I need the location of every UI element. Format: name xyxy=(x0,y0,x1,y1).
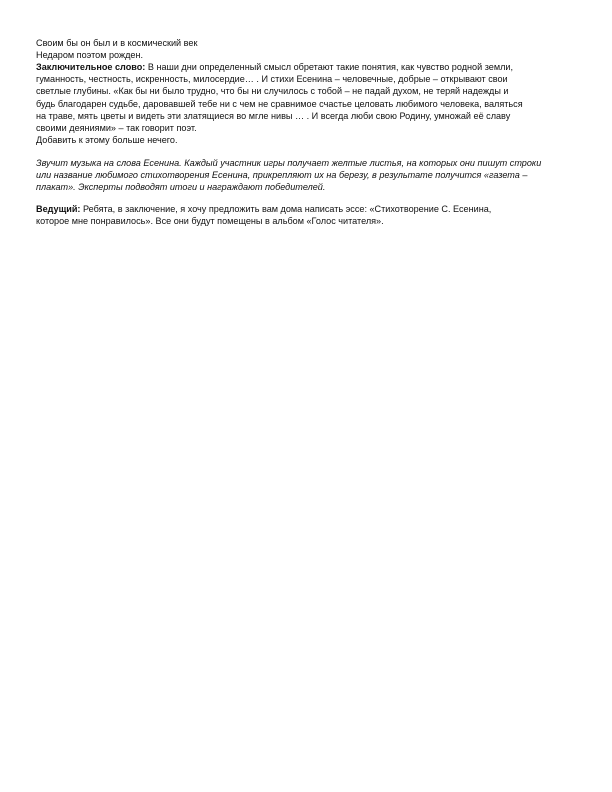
paragraph-line xyxy=(36,61,581,73)
paragraph-text: В наши дни определенный смысл обретают такие понятия, как чувство родной земли, xyxy=(145,62,513,72)
paragraph-line: на траве, мять цветы и видеть эти златящиеся во мгле нивы … . И всегда люби свою Родину, умножай её славу xyxy=(36,110,511,121)
paragraph-line: которое мне понравилось». Все они будут помещены в альбом «Голос читателя». xyxy=(36,216,384,227)
host-label: Ведущий: xyxy=(36,204,81,214)
final-word-paragraph xyxy=(36,61,581,146)
paragraph-line: своими деяниями» – так говорит поэт. xyxy=(36,123,197,134)
paragraph-line xyxy=(36,203,581,215)
paragraph-line: гуманность, честность, искренность, милосердие… . И стихи Есенина – человечные, добрые – открывают свои xyxy=(36,74,508,85)
host-paragraph xyxy=(36,203,581,227)
paragraph-line: Добавить к этому больше нечего. xyxy=(36,135,178,146)
verse-line: Своим бы он был и в космический век xyxy=(36,38,198,48)
paragraph-text: Ребята, в заключение, я хочу предложить вам дома написать эссе: «Стихотворение С. Есенина, xyxy=(80,204,492,214)
stage-direction xyxy=(36,157,581,194)
stage-direction-line: Звучит музыка на слова Есенина. Каждый участник игры получает желтые листья, на которых они пишут строки xyxy=(36,158,542,168)
stage-direction-line: плакат». Эксперты подводят итоги и награждают победителей. xyxy=(36,182,326,193)
poem-verses xyxy=(36,37,581,61)
stage-direction-line: или название любимого стихотворения Есенина, прикрепляют их на березу, в результате получится «газета – xyxy=(36,170,528,181)
paragraph-line: светлые глубины. «Как бы ни было трудно, что бы ни случилось с тобой – не падай духом, не теряй надежды и xyxy=(36,86,509,97)
paragraph-line: будь благодарен судьбе, даровавшей тебе ни с чем не сравнимое счастье целовать любимого человека, валяться xyxy=(36,98,523,109)
verse-line: Недаром поэтом рожден. xyxy=(36,50,144,61)
final-word-label: Заключительное слово: xyxy=(36,62,146,72)
